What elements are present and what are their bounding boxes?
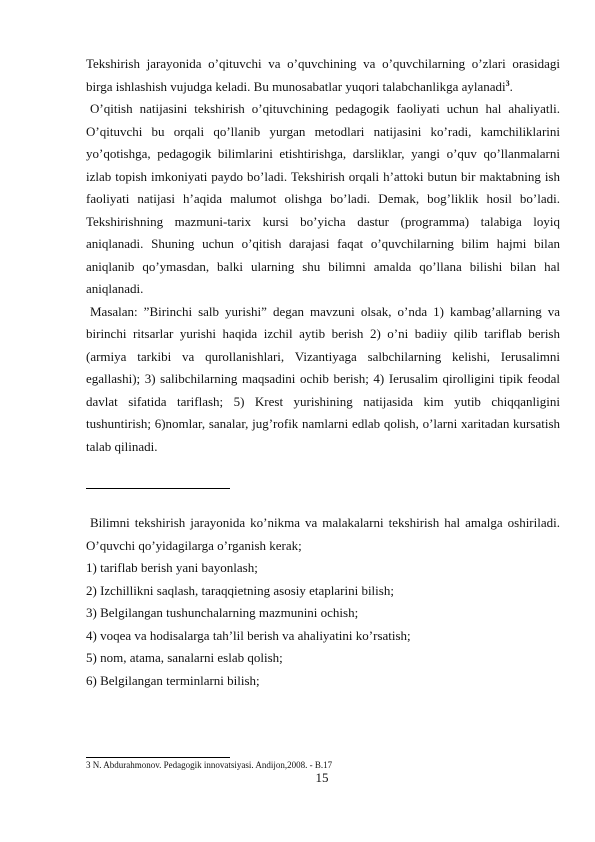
paragraph-3 [86, 301, 560, 459]
list-item: 1) tariflab berish yani bayonlash; [86, 560, 258, 575]
list-item: 6) Belgilangan terminlarni bilish; [86, 672, 260, 688]
paragraph-1-end: . [509, 78, 513, 94]
list-item: 4) voqea va hodisalarga tah’lil berish va ahaliyatini ko’rsatish; [86, 627, 411, 643]
paragraph-4-text: Bilimni tekshirish jarayonida ko’nikma va malakalarni tekshirish hal amalga oshiriladi. O’quvchi qo’yidagilarga o’rganish kerak; [86, 515, 560, 553]
page-body [86, 53, 560, 458]
footnote-separator [86, 757, 230, 758]
page-body-lower [86, 512, 560, 692]
page-number: 15 [315, 770, 329, 785]
footnote-separator-top [86, 488, 230, 489]
paragraph-2-text: O’qitish natijasini tekshirish o’qituvchining pedagogik faoliyati uchun hal ahaliyatli. O’qituvchi bu orqali qo’llanib yurgan metodlari natijasini ko’radi, kamchiliklarini yo’qotishga, pedagogik bilimlarini etishtirishga, darsliklar, yangi o’quv qo’llanmalarni izlab topish imkoniyati paydo bo’ladi. Tekshirish orqali h’attoki butun bir maktabning ish faoliyati natijasi h’aqida malumot olishga bo’ladi. Demak, bog’liklik hosil bo’ladi. Tekshirishning mazmuni-tarix kursi bo’yicha dastur (programma) talabiga loyiq aniqlanadi. Shuning uchun o’qitish darajasi faqat o’quvchilarning bilim hajmi bilan aniqlanib qo’ymasdan, balki ularning shu bilimni amalda qo’llana bilishi bilan hal aniqlanadi. [86, 101, 560, 296]
paragraph-1 [86, 53, 560, 98]
paragraph-4 [86, 512, 560, 557]
paragraph-1-text: Tekshirish jarayonida o’qituvchi va o’quvchining va o’quvchilarning o’zlari orasidagi birga ishlashish vujudga keladi. Bu munosabatlar yuqori talabchanlikga aylanadi [86, 56, 560, 94]
footnote: 3 N. Abdurahmonov. Pedagogik innovatsiyasi. Andijon,2008. - B.17 [86, 760, 333, 770]
footnote-reference: 3 [505, 78, 510, 88]
list-item: 2) Izchillikni saqlash, taraqqietning asosiy etaplarini bilish; [86, 582, 394, 598]
paragraph-3-text: Masalan: ”Birinchi salb yurishi” degan mavzuni olsak, o’nda 1) kambag’allarning va birinchi ritsarlar yurishi haqida izchil aytib berish 2) o’ni badiiy qilib tariflab berish (armiya tarkibi va qurollanishlari, Vizantiyaga salbchilarning kelishi, Ierusalimni egallashi); 3) salibchilarning maqsadini ochib berish; 4) Ierusalim qirolligini tipik feodal davlat sifatida tariflash; 5) Krest yurishining natijasida kim yutib chiqqanligini tushuntirish; 6)nomlar, sanalar, jug’rofik namlarni edlab qolish, o’larni xaritadan kursatish talab qilinadi. [86, 303, 560, 454]
list-item: 3) Belgilangan tushunchalarning mazmunini ochish; [86, 605, 359, 620]
paragraph-2 [86, 98, 560, 301]
list-item: 5) nom, atama, sanalarni eslab qolish; [86, 650, 283, 665]
